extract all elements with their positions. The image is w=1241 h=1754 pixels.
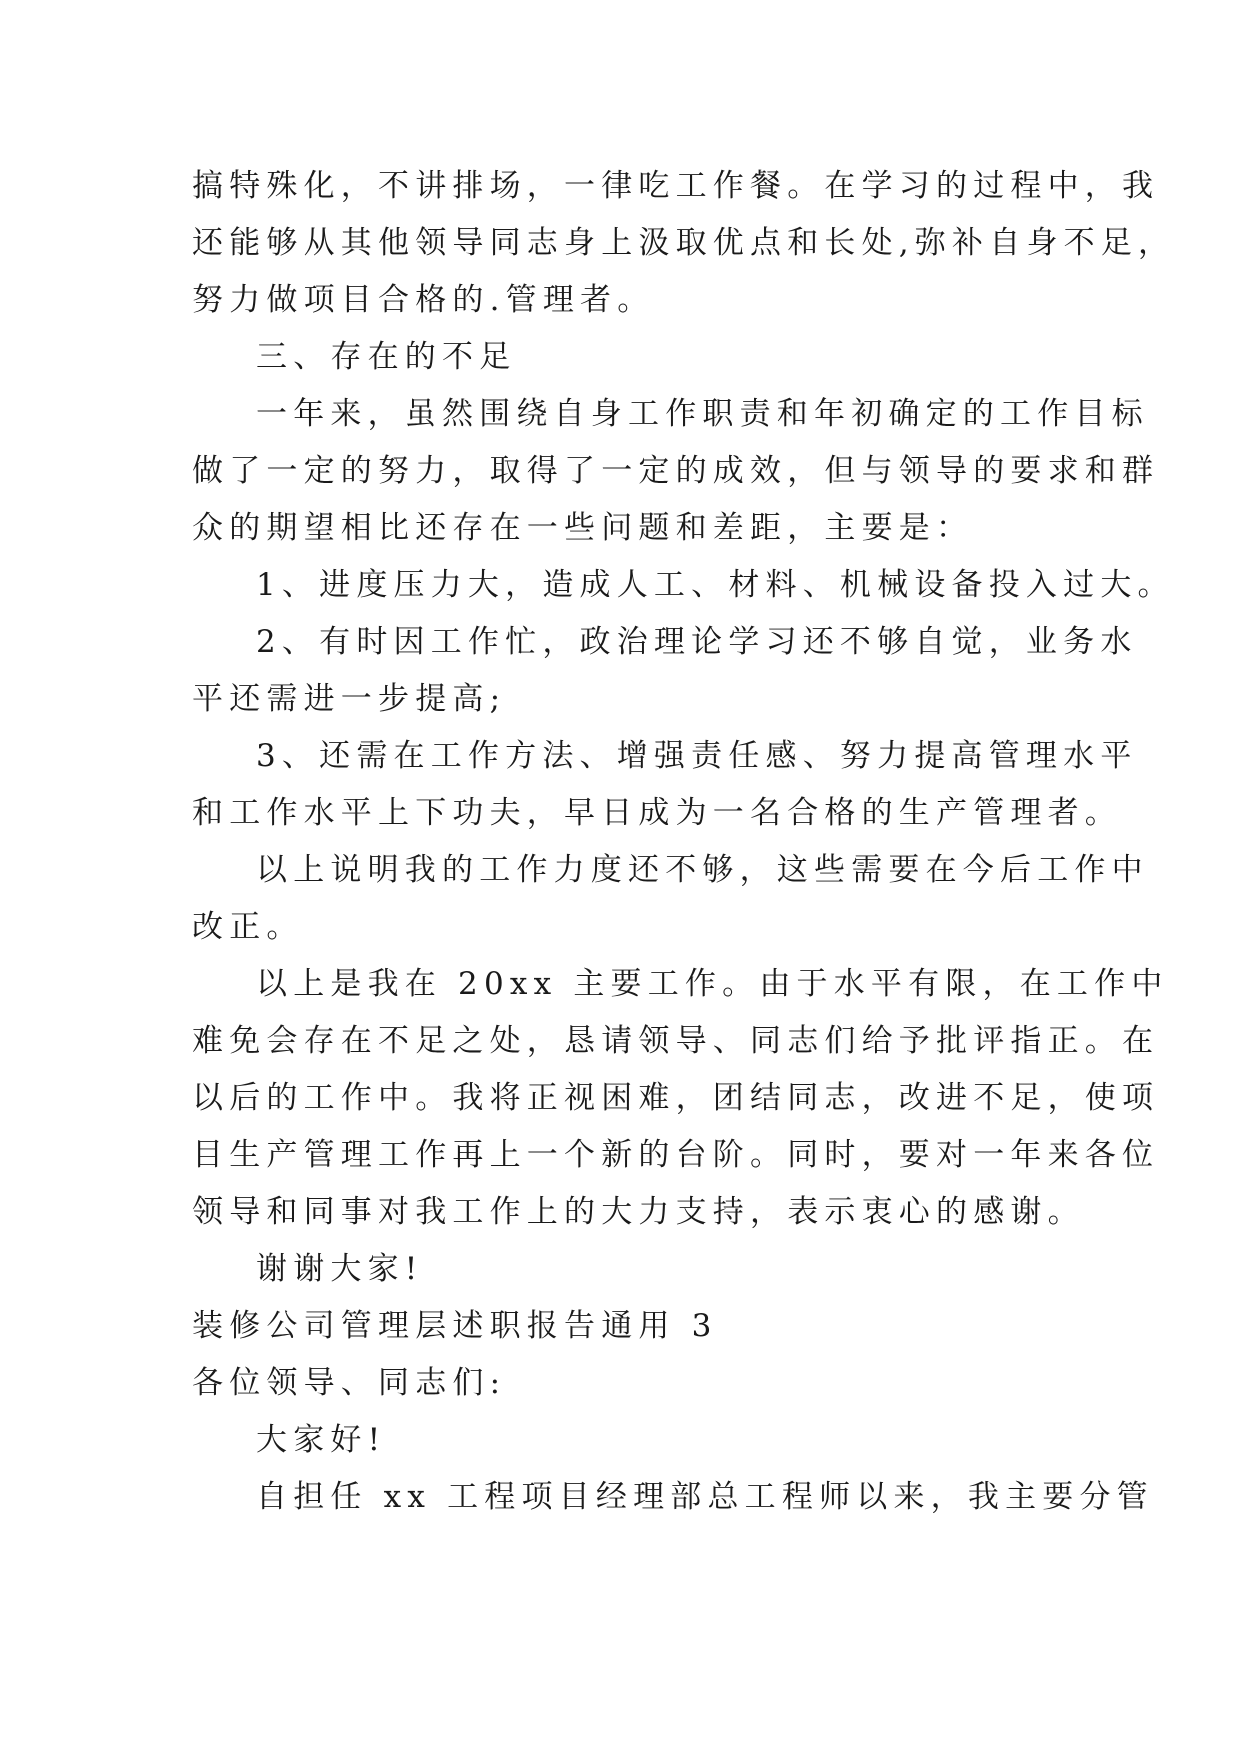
section-heading: 三、存在的不足	[256, 339, 517, 375]
paragraph-line: 领导和同事对我工作上的大力支持，表示衷心的感谢。	[192, 1194, 1085, 1230]
paragraph-line: 难免会存在不足之处，恳请领导、同志们给予批评指正。在	[192, 1023, 1160, 1059]
paragraph-line: 和工作水平上下功夫，早日成为一名合格的生产管理者。	[192, 795, 1122, 831]
paragraph-line: 一年来，虽然围绕自身工作职责和年初确定的工作目标	[256, 396, 1149, 432]
paragraph-line: 以后的工作中。我将正视困难，团结同志，改进不足，使项	[192, 1080, 1160, 1116]
paragraph-line: 自担任 xx 工程项目经理部总工程师以来，我主要分管	[256, 1479, 1154, 1515]
paragraph-line: 以上是我在 20xx 主要工作。由于水平有限，在工作中	[256, 966, 1169, 1002]
greeting: 大家好!	[256, 1422, 387, 1458]
paragraph-line: 努力做项目合格的.管理者。	[192, 282, 655, 318]
paragraph-line: 以上说明我的工作力度还不够，这些需要在今后工作中	[256, 852, 1149, 888]
list-item: 2、有时因工作忙，政治理论学习还不够自觉，业务水	[256, 624, 1138, 660]
closing-line: 谢谢大家!	[256, 1251, 424, 1287]
list-item: 1、进度压力大，造成人工、材料、机械设备投入过大。	[256, 567, 1175, 603]
paragraph-line: 搞特殊化，不讲排场，一律吃工作餐。在学习的过程中，我	[192, 168, 1160, 204]
paragraph-line: 还能够从其他领导同志身上汲取优点和长处,弥补自身不足，	[192, 225, 1176, 261]
paragraph-line: 目生产管理工作再上一个新的台阶。同时，要对一年来各位	[192, 1137, 1160, 1173]
paragraph-line: 众的期望相比还存在一些问题和差距，主要是：	[192, 510, 974, 546]
list-item: 3、还需在工作方法、增强责任感、努力提高管理水平	[256, 738, 1138, 774]
salutation: 各位领导、同志们:	[192, 1365, 507, 1401]
document-title: 装修公司管理层述职报告通用 3	[192, 1308, 718, 1344]
paragraph-line: 平还需进一步提高;	[192, 681, 507, 717]
paragraph-line: 改正。	[192, 909, 304, 945]
paragraph-line: 做了一定的努力，取得了一定的成效，但与领导的要求和群	[192, 453, 1160, 489]
